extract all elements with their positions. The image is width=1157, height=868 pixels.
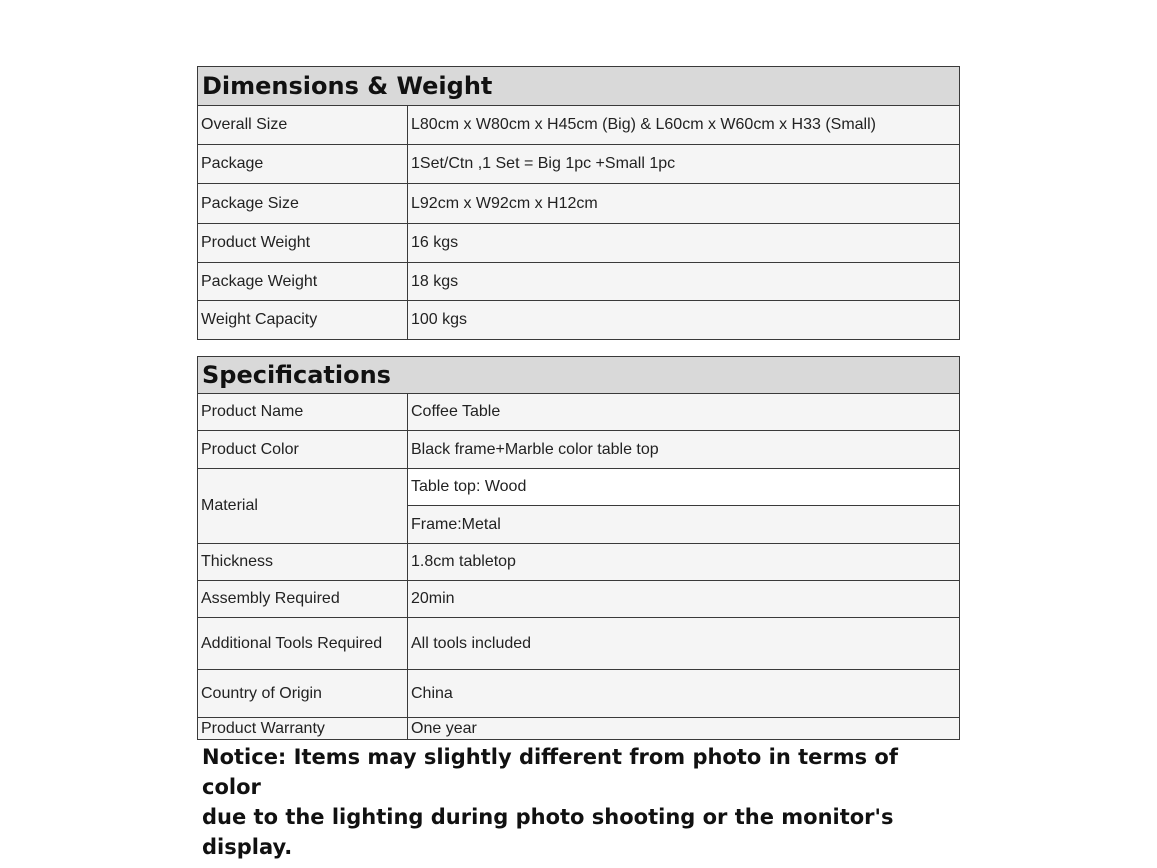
row-value: 18 kgs [408,263,960,301]
row-value: L80cm x W80cm x H45cm (Big) & L60cm x W60cm x H33 (Small) [408,106,960,145]
table-row [198,581,960,618]
row-value: Coffee Table [408,394,960,431]
table-row [198,544,960,581]
row-value: 16 kgs [408,224,960,263]
table-row [198,224,960,263]
table-row [198,618,960,670]
row-value: 1Set/Ctn ,1 Set = Big 1pc +Small 1pc [408,145,960,184]
dimensions-heading: Dimensions & Weight [198,67,960,106]
row-value: 100 kgs [408,301,960,340]
table-row [198,263,960,301]
row-label: Package Weight [198,263,408,301]
table-row [198,106,960,145]
notice-line-2: due to the lighting during photo shooting or the monitor's display. [202,805,894,859]
dimensions-table [197,66,960,340]
row-label: Product Weight [198,224,408,263]
table-row [198,394,960,431]
notice-line-1: Notice: Items may slightly different from photo in terms of color [202,745,898,799]
table-row [198,184,960,224]
row-label: Assembly Required [198,581,408,618]
row-label: Package Size [198,184,408,224]
material-value-frame: Frame:Metal [408,506,960,544]
row-label: Overall Size [198,106,408,145]
table-row [198,469,960,506]
row-value: 20min [408,581,960,618]
row-label: Product Name [198,394,408,431]
row-value: Black frame+Marble color table top [408,431,960,469]
row-value: One year [408,718,960,740]
row-value: China [408,670,960,718]
notice-text [202,742,962,862]
row-label: Product Color [198,431,408,469]
row-value: L92cm x W92cm x H12cm [408,184,960,224]
row-value: 1.8cm tabletop [408,544,960,581]
specifications-table [197,356,960,740]
table-row [198,670,960,718]
row-label: Thickness [198,544,408,581]
row-label: Additional Tools Required [198,618,408,670]
row-label: Product Warranty [198,718,408,740]
table-row [198,431,960,469]
specifications-heading: Specifications [198,357,960,394]
row-label: Weight Capacity [198,301,408,340]
row-label: Country of Origin [198,670,408,718]
material-value-top: Table top: Wood [408,469,960,506]
material-label: Material [198,469,408,544]
table-row [198,301,960,340]
row-value: All tools included [408,618,960,670]
table-row [198,145,960,184]
row-label: Package [198,145,408,184]
table-row [198,718,960,740]
